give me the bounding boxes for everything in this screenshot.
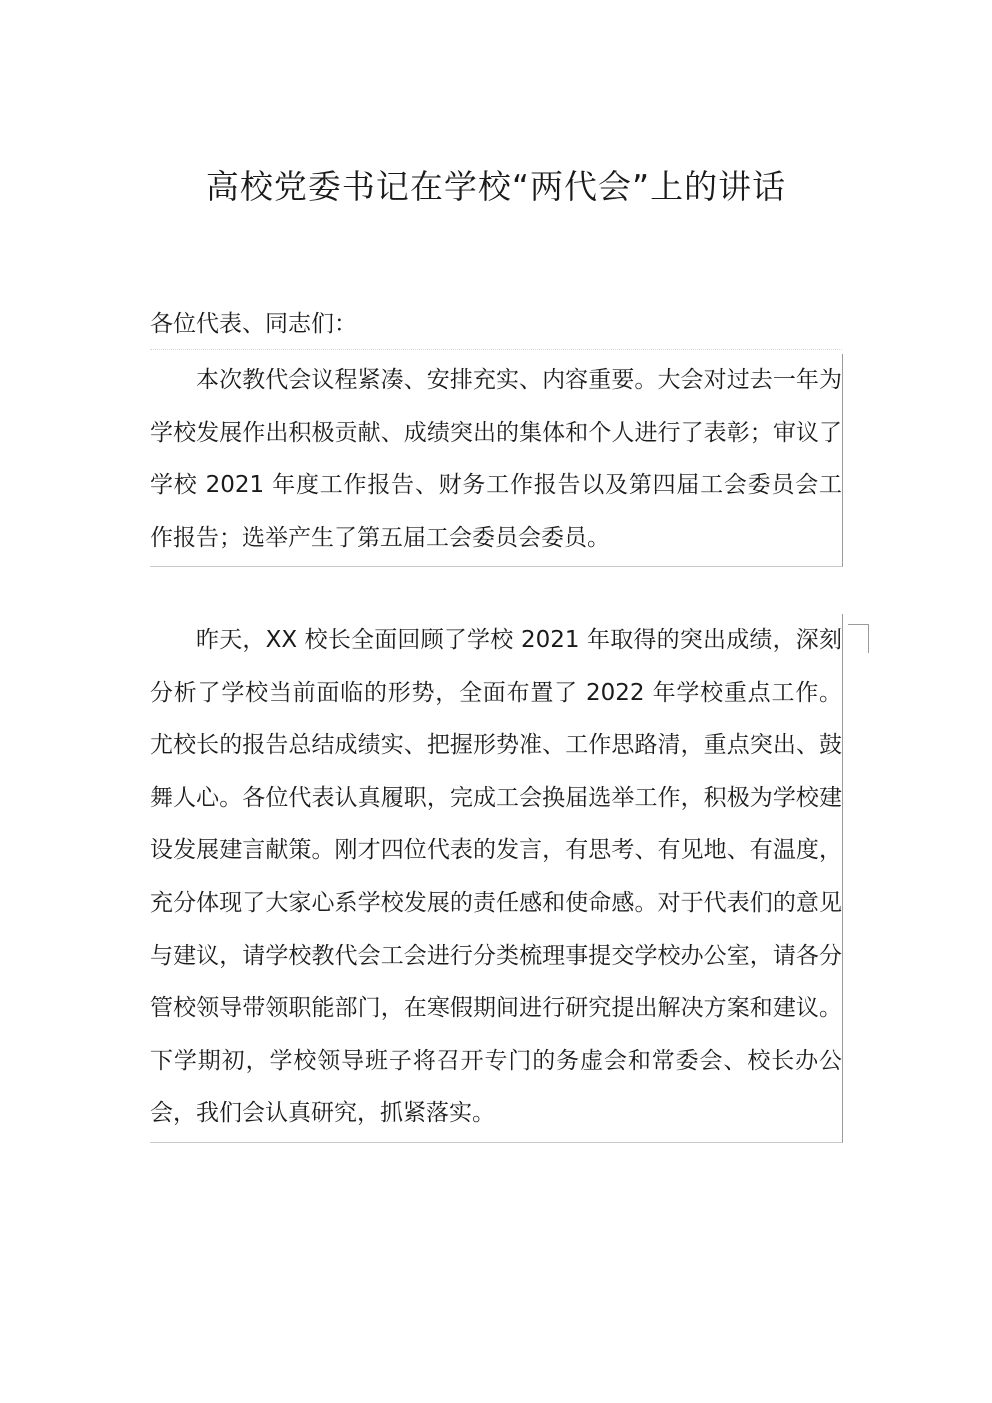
margin-bracket-mark — [848, 624, 869, 653]
text-boundary-guide — [150, 349, 842, 350]
salutation: 各位代表、同志们： — [150, 311, 357, 337]
paragraph-2: 昨天，XX 校长全面回顾了学校 2021 年取得的突出成绩，深刻分析了学校当前面临的形势，全面布置了 2022 年学校重点工作。尤校长的报告总结成绩实、把握形势准、工作思路清，重点突出、鼓舞人心。各位代表认真履职，完成工会换届选举工作，积极为学校建设发展建言献策。刚才四位代表的发言，有思考、有见地、有温度，充分体现了大家心系学校发展的责任感和使命感。对于代表们的意见与建议，请学校教代会工会进行分类梳理事提交学校办公室，请各分管校领导带领职能部门，在寒假期间进行研究提出解决方案和建议。下学期初，学校领导班子将召开专门的务虚会和常委会、校长办公会，我们会认真研究，抓紧落实。 — [150, 614, 843, 1143]
paragraph-1: 本次教代会议程紧凑、安排充实、内容重要。大会对过去一年为学校发展作出积极贡献、成绩突出的集体和个人进行了表彰；审议了学校 2021 年度工作报告、财务工作报告以及第四届工会委员会工作报告；选举产生了第五届工会委员会委员。 — [150, 354, 843, 567]
document-title: 高校党委书记在学校“两代会”上的讲话 — [205, 167, 787, 206]
